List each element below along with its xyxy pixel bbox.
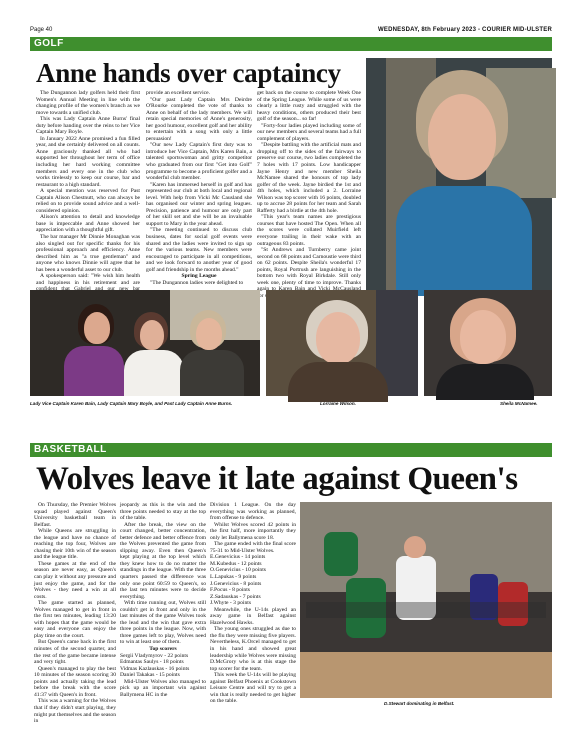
photo-sheila-mcnamee [424, 290, 552, 396]
photo-lorraine-wilson [266, 290, 418, 396]
basketball-column-2: jeopardy as this is the win and the three points needed to stay at the top of the table. After the break, the view on the court changed, better concentration, better defence and better offence from the Wolves prevented the game from slipping away. Even then Queen's kept playing at the top level which they knew how to do no matter the standings in the league. With the three quarters passed the difference was only one point 60:59 to Queen's, so the last ten minutes were to decide everything. With time running out, Wolves still couldn't get in front and only in the last minutes of the game Wolves took the lead and the win that gave extra three points in the league. Now, with three games left to play, Wolves need to win at least one of them. Top scorers Sergii Vladymyrov - 22 points Edmantas Saulys - 18 points Vidmas Kazlauskas - 16 points Daniel Takakas - 15 points Mid-Ulster Wolves also managed to pick up an important win against Ballymena HC in the [120, 502, 206, 698]
masthead [30, 24, 552, 36]
golf-section-label: GOLF [34, 38, 64, 49]
golf-column-1: The Dungannon lady golfers held their first Women's Annual Meeting in line with the changing profile of the women's branch as we move towards a unified club. This was Lady Captain Anne Burns' final duty before handing over the reins to her Vice Captain Mary Boyle. In January 2022 Anne promised a fun filled year, and she certainly delivered on all counts. Anne graciously thanked all who had supported her throughout her term of office including her hard working committee members and every one in the club who works tirelessly to keep our course, bar and restaurant to a high standard. A special mention was reserved for Past Captain Alison Chestnutt, who can always be relied on to provide sound advice and a well-considered opinion. Alison's attention to detail and knowledge base is impeccable and Anne showed her appreciation with a thoughtful gift. The bar manager Mr Dinnie Monaghan was also singled out for specific thanks for his professional approach and efficiency. Anne described him as "a true gentleman" and anyone who knows Dinnie will agree that he has been a wonderful asset to our club. A spokesperson said: "We wish him health and happiness in his retirement and are [36, 90, 140, 286]
basketball-headline: Wolves leave it late against Queen's [36, 461, 518, 497]
caption-group: Lady Vice Captain Karen Bain, Lady Captain Mary Boyle, and Past Lady Captain Anne Burns. [30, 401, 233, 406]
basketball-column-3: Division 1 League. On the day everything was working as planned, from offense to defence. Whilst Wolves scored 42 points in the first half, more importantly they only let Ballymena score 18. The game ended with the final score 75-31 to Mid-Ulster Wolves. E.Genevicius - 14 points M.Kubedus - 12 points O.Genevicius - 10 points L.Lapukas - 9 points J.Genevicius - 8 points F.Pocus - 8 points Z.Sadauskas - 7 points J.Whyte - 3 points Meanwhile, the U-14s played an away game in Belfast against Hazelwood Hawks. The young ones struggled as due to the flu they were missing five players. Nevertheless, K.Orcel managed to get in his hand and showed great leadership while Wolves were missing D.McGrory who is at this stage the top scorer for the team. This week the U-14s will be playing against Belfast Phoenix at Cookstown Leisure Centre and will try to get a win that is really needed to get higher on the table. [210, 502, 296, 705]
spring-league-subhead: Spring League [181, 273, 217, 280]
photo-sarah-rafferty [366, 58, 552, 292]
basketball-section-label: BASKETBALL [34, 444, 107, 455]
issue-date: WEDNESDAY, 8th February 2023 - COURIER MID-ULSTER [378, 27, 552, 33]
caption-sheila: Sheila McNamee. [500, 401, 538, 406]
golf-headline: Anne hands over captaincy [36, 58, 341, 88]
basketball-column-1: On Thursday, the Premier Wolves squad played against Queen's University basketball team in Belfast. While Queens are struggling in the league and have no chance of reaching the top four, Wolves are chasing their 10th win of the season and the league title. These games at the end of the season are never easy, as Queen's can play it without any pressure and just enjoy the game, and for the Wolves - they need a win at all costs. The game started as planned, Wolves managed to get in front in the first ten minutes, leading 13:20 with hopes that the game would be easy and everyone can enjoy the play time on the court. But Queen's came back in the first minutes of the second quarter, and the rest of the game became intense and very tight. Queen's managed to play the best 10 minutes of the season scoring 30 points and actually taking the lead before the break with the score 41:37 with Queen's in front. This was a warning for the Wolves that if they didn't start playing, they might put themselves and the season in [34, 502, 116, 725]
golf-column-2: provide an excellent service. "Our past Lady Captain Mrs Deirdre O'Rourke completed the vote of thanks to Anne on behalf of the lady members. We will retain special memories of Anne's generosity, her good humour, excellent golf and her ability to entertain with a song with only a little persuasion! "Our new Lady Captain's first duty was to introduce her Vice Captain, Mrs Karen Bain, a talented sportswoman and gritty competitor who graduated from our first "Get into Golf" programme to become a proficient golfer and a wonderful club member. "Karen has immersed herself in golf and has represented our club at both local and regional level. With help from Vicki Mc Causland she has organised our winter and spring leagues. Precision, patience and humour are only part of her skill set and she will be an invaluable support to Mary in the year ahead. "The meeting continued to discuss club business, dates for social golf events were shared and the ladies were invited to sign up for the various teams. New members were encouraged to participate in all competitions, and we look forward to another year of good golf and friendship in the months ahead." Spring League "The Dungannon ladies were delighted to [146, 90, 252, 286]
page-number: Page 40 [30, 27, 53, 33]
caption-basketball-action: D.Stewart dominating in Belfast. [384, 701, 455, 706]
photo-captains-group [30, 290, 260, 396]
photo-basketball-action [300, 502, 552, 698]
golf-section-bar [30, 37, 552, 51]
golf-column-3: get back on the course to complete Week One of the Spring League. While some of us were clearly a little rusty and struggled with the heavy conditions, others produced their best golf of the season... so far! "Forty-four ladies played including some of our new members and several teams had a full complement of players. "Despite battling with the artificial mats and dropping off to the sides of the fairways to preserve our course, two ladies completed the 7 holes with 17 points. Low handicapper Jayne Henry and new member Sheila McNamee shared the honours of top lady golfer of the week. Jayne birdied the 1st and 4th holes, which included a 2. Lorraine Wilson was top scorer with 16 points, doubled up to accrue 28 points for her team and Sarah Rafferty had a birdie at the 4th hole. "This year's team names are prestigious courses that have hosted The Open. When all the scores were collated Muirfield left everyone trailing in their wake with an outrageous 83 points. "St Andrews and Turnberry came joint second on 68 points and Carnoustie were third on 62 points. Despite Sheila's wonderful 17 points, Royal Portrush are languishing in the bottom two with Royal Birkdale. Still only week one, plenty of time to improve. Thanks again for [257, 90, 361, 299]
basketball-section-bar [30, 443, 552, 457]
top-scorers-subhead: Top scorers [149, 646, 177, 653]
caption-lorraine: Lorraine Wilson. [320, 401, 356, 406]
